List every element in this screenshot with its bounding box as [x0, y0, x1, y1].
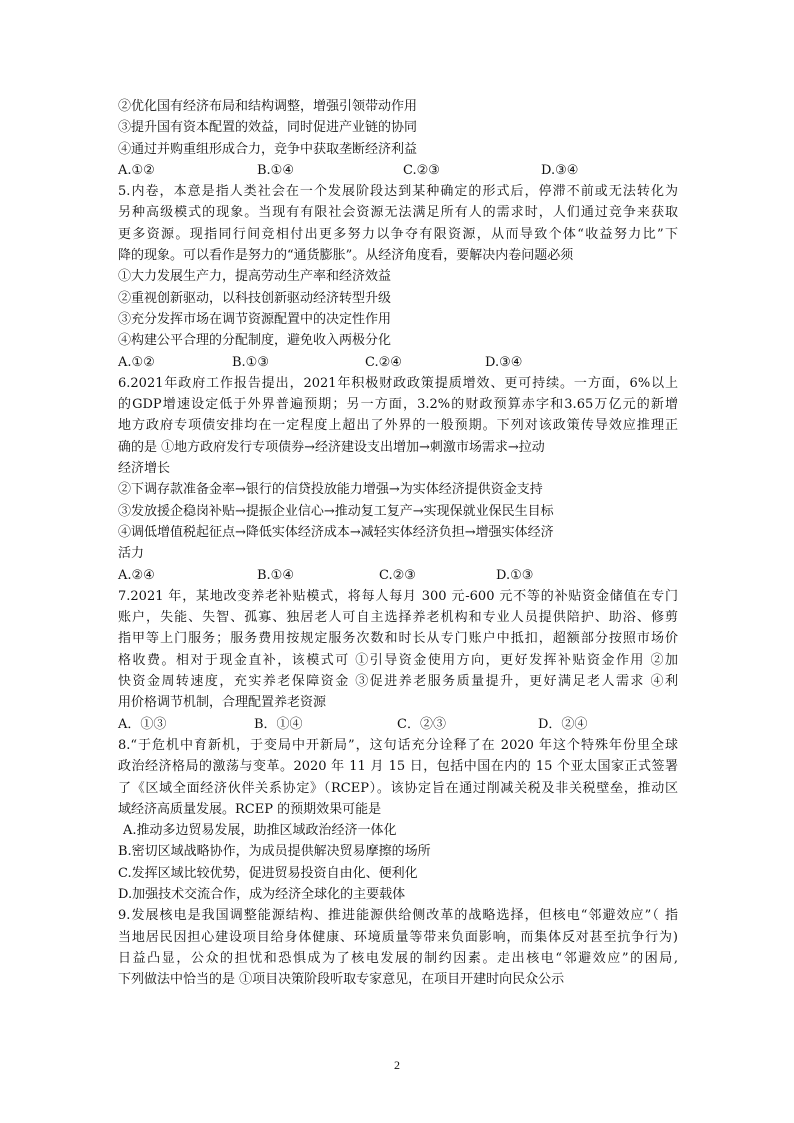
question-7-text: 指甲等上门服务；服务费用按规定服务次数和时长从专门账户中抵扣，超额部分按照市场价 — [118, 631, 678, 647]
option-c: C.②③ — [403, 162, 440, 178]
option-a: A．①③ — [118, 716, 167, 732]
option-a: A.②④ — [118, 567, 155, 583]
option-d: D．②④ — [538, 716, 588, 732]
q7-options — [118, 714, 678, 735]
question-5-text: 更多资源。现指同行间竞相付出更多努力以争夺有限资源，从而导致个体“收益努力比”下 — [118, 226, 678, 242]
question-7-text: 快资金周转速度，充实养老保障资金 ③促进养老服务质量提升，更好满足老人需求 ④利 — [118, 674, 678, 690]
option-a: A.①② — [118, 354, 155, 370]
text-line: ③提升国有资本配置的效益，同时促进产业链的协同 — [118, 120, 418, 136]
option-a: A.①② — [118, 162, 155, 178]
statement: ③充分发挥市场在调节资源配置中的决定性作用 — [118, 311, 392, 327]
question-7-text: 账户，失能、失智、孤寡、独居老人可自主选择养老机构和专业人员提供陪护、助浴、修剪 — [118, 610, 678, 626]
question-7-text: 7.2021 年，某地改变养老补贴模式，将每人每月 300 元-600 元不等的补贴资金储值在专门 — [118, 588, 678, 604]
option-a: A.推动多边贸易发展，助推区域政治经济一体化 — [123, 823, 397, 839]
option-d: D.①③ — [496, 567, 534, 583]
statement: ①大力发展生产力，提高劳动生产率和经济效益 — [118, 269, 392, 285]
question-9-text: 下列做法中恰当的是 ①项目决策阶段听取专家意见，在项目开建时向民众公示 — [118, 972, 565, 988]
option-b: B.①③ — [232, 354, 269, 370]
q6-options — [118, 565, 678, 586]
question-9-text: 当地居民因担心建设项目给身体健康、环境质量等带来负面影响，而集体反对甚至抗争行为) — [118, 929, 678, 945]
question-8-text: 8.“于危机中育新机，于变局中开新局”，这句话充分诠释了在 2020 年这个特殊年份里全球 — [118, 737, 678, 753]
question-8-text: 政治经济格局的激荡与变革。2020 年 11 月 15 日，包括中国在内的 15 个亚太国家正式签署 — [118, 759, 678, 775]
statement: ③发放援企稳岗补贴→提振企业信心→推动复工复产→实现保就业保民生目标 — [118, 503, 554, 519]
q5-options — [118, 352, 678, 373]
question-9-text: 9.发展核电是我国调整能源结构、推进能源供给侧改革的战略选择，但核电“邻避效应”（ 指 — [118, 908, 678, 924]
question-6-text: 确的是 ①地方政府发行专项债券→经济建设支出增加→刺激市场需求→拉动 — [118, 439, 545, 455]
option-d: D.加强技术交流合作，成为经济全球化的主要载体 — [118, 886, 406, 902]
option-c: C.发挥区域比较优势，促进贸易投资自由化、便利化 — [118, 865, 418, 881]
page-number: 2 — [394, 1058, 400, 1072]
question-6-text: 的GDP增速设定低于外界普遍预期；另一方面，3.2%的财政预算赤字和3.65万亿元的新增 — [118, 397, 678, 413]
question-5-text: 降的现象。可以看作是努力的“通货膨胀”。从经济角度看，要解决内卷问题必须 — [118, 248, 574, 264]
option-c: C.②④ — [365, 354, 402, 370]
statement: ②重视创新驱动，以科技创新驱动经济转型升级 — [118, 290, 392, 306]
question-9-text: 日益凸显，公众的担忧和恐惧成为了核电发展的制约因素。走出核电“邻避效应”的困局, — [118, 950, 678, 966]
text-line: ④通过并购重组形成合力，竞争中获取垄断经济利益 — [118, 141, 418, 157]
question-6-text: 经济增长 — [118, 461, 171, 477]
option-b: B．①④ — [254, 716, 303, 732]
statement: ④调低增值税起征点→降低实体经济成本→减轻实体经济负担→增强实体经济 — [118, 524, 554, 540]
option-c: C.②③ — [379, 567, 416, 583]
question-7-text: 用价格调节机制，合理配置养老资源 — [118, 695, 327, 711]
option-d: D.③④ — [485, 354, 523, 370]
question-7-text: 格收费。相对于现金直补，该模式可 ①引导资金使用方向，更好发挥补贴资金作用 ②加 — [118, 652, 678, 668]
question-8-text: 域经济高质量发展。RCEP 的预期效果可能是 — [118, 801, 382, 817]
option-b: B.①④ — [257, 567, 294, 583]
question-8-text: 了《区域全面经济伙伴关系协定》（RCEP）。该协定旨在通过削减关税及非关税壁垒，推动区 — [118, 780, 678, 796]
document-page — [118, 96, 678, 990]
option-d: D.③④ — [541, 162, 579, 178]
text-line: ②优化国有经济布局和结构调整，增强引领带动作用 — [118, 99, 418, 114]
statement: ②下调存款准备金率→银行的信贷投放能力增强→为实体经济提供资金支持 — [118, 482, 543, 498]
question-5-text: 另种高级模式的现象。当现有有限社会资源无法满足所有人的需求时，人们通过竞争来获取 — [118, 205, 678, 221]
statement: 活力 — [118, 546, 145, 562]
statement: ④构建公平合理的分配制度，避免收入两极分化 — [118, 333, 392, 349]
question-6-text: 6.2021年政府工作报告提出，2021年积极财政政策提质增效、更可持续。一方面，6%以上 — [118, 375, 678, 391]
q4-options — [118, 160, 678, 181]
question-6-text: 地方政府专项债安排均在一定程度上超出了外界的一般预期。下列对该政策传导效应推理正 — [118, 418, 678, 434]
option-b: B.密切区域战略协作，为成员提供解决贸易摩擦的场所 — [118, 844, 431, 860]
option-c: C．②③ — [397, 716, 446, 732]
option-b: B.①④ — [257, 162, 294, 178]
question-5-text: 5.内卷，本意是指人类社会在一个发展阶段达到某种确定的形式后，停滞不前或无法转化为 — [118, 184, 678, 200]
